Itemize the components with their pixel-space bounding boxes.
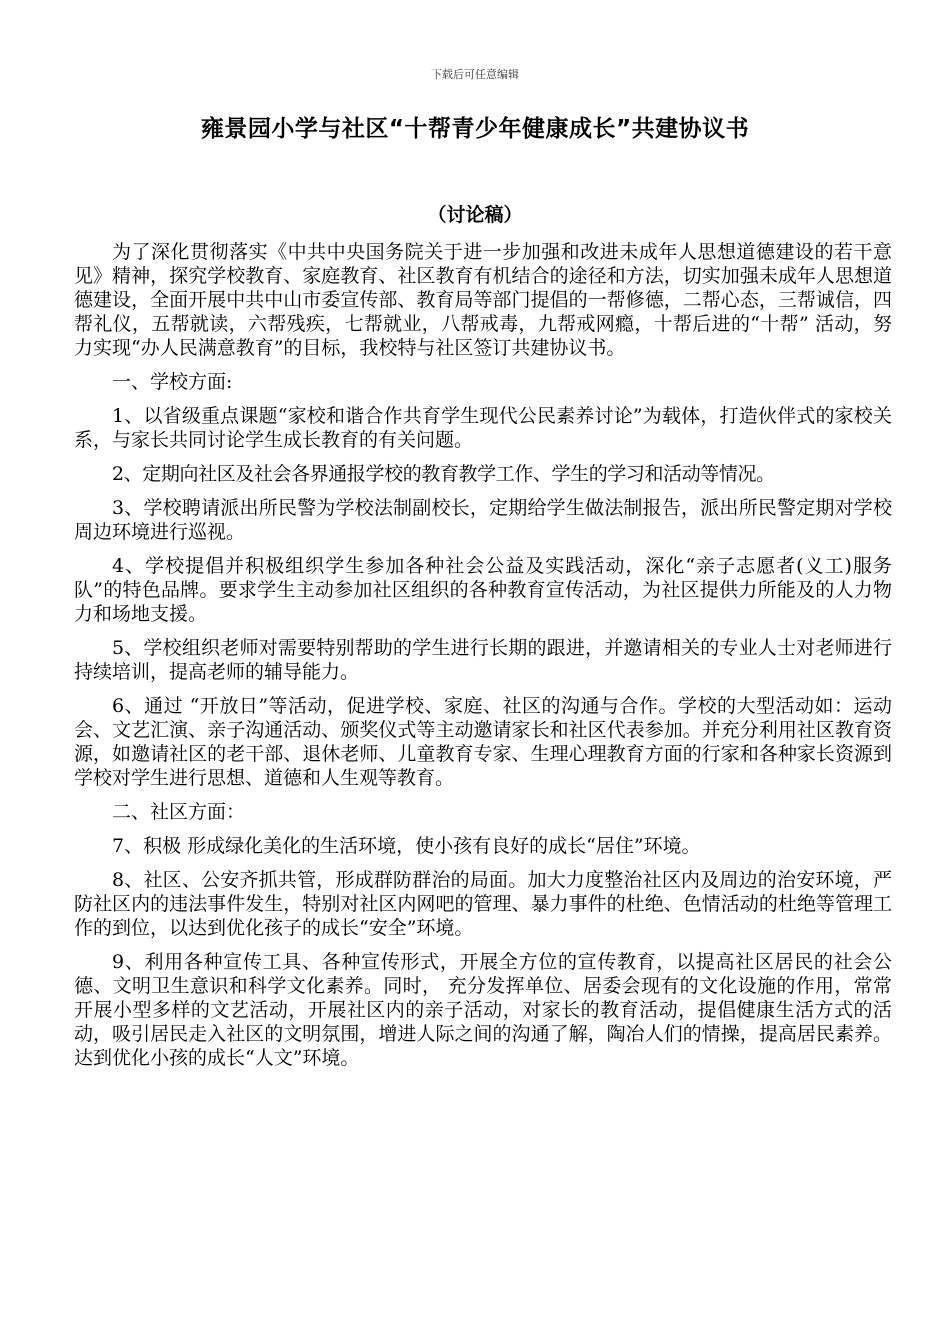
clause-2: 2、定期向社区及社会各界通报学校的教育教学工作、学生的学习和活动等情况。: [112, 463, 775, 485]
document-subtitle: （讨论稿）: [427, 204, 523, 226]
section-heading-community: 二、社区方面：: [112, 801, 246, 823]
clause-4: 4、学校提倡并积极组织学生参加各种社会公益及实践活动，深化“亲子志愿者(义工)服务队”的特色品牌。要求学生主动参加社区组织的各种教育宣传活动，为社区提供力所能及的人力物力和场地支援。: [74, 555, 892, 625]
clause-7: 7、积极 形成绿化美化的生活环境，使小孩有良好的成长“居住”环境。: [112, 835, 701, 857]
clause-8: 8、社区、公安齐抓共管，形成群防群治的局面。加大力度整治社区内及周边的治安环境，严防社区内的违法事件发生，特别对社区内网吧的管理、暴力事件的杜绝、色情活动的杜绝等管理工作的到位，以达到优化孩子的成长“安全”环境。: [74, 869, 892, 939]
section-heading-school: 一、学校方面:: [112, 371, 233, 393]
clause-6: 6、通过 “开放日”等活动，促进学校、家庭、社区的沟通与合作。学校的大型活动如：运动会、文艺汇演、亲子沟通活动、颁奖仪式等主动邀请家长和社区代表参加。并充分利用社区教育资源，如邀请社区的老干部、退休老师、儿童教育专家、生理心理教育方面的行家和各种家长资源到学校对学生进行思想、道德和人生观等教育。: [74, 695, 892, 789]
clause-5: 5、学校组织老师对需要特别帮助的学生进行长期的跟进，并邀请相关的专业人士对老师进行持续培训，提高老师的辅导能力。: [74, 637, 892, 683]
document-title: 雍景园小学与社区“十帮青少年健康成长”共建协议书: [200, 116, 750, 142]
download-note: 下载后可任意编辑: [431, 68, 519, 81]
clause-1: 1、以省级重点课题“家校和谐合作共育学生现代公民素养讨论”为载体，打造伙伴式的家校关系，与家长共同讨论学生成长教育的有关问题。: [74, 405, 892, 451]
clause-3: 3、学校聘请派出所民警为学校法制副校长，定期给学生做法制报告，派出所民警定期对学校周边环境进行巡视。: [74, 497, 892, 543]
clause-9: 9、利用各种宣传工具、各种宣传形式，开展全方位的宣传教育，以提高社区居民的社会公德、文明卫生意识和科学文化素养。同时， 充分发挥单位、居委会现有的文化设施的作用，常常开展小型多样的文艺活动，开展社区内的亲子活动，对家长的教育活动，提倡健康生活方式的活动，吸引居民走入社区的文明氛围，增进人际之间的沟通了解，陶冶人们的情操，提高居民素养。达到优化小孩的成长“人文”环境。: [74, 951, 892, 1069]
intro-paragraph: 为了深化贯彻落实《中共中央国务院关于进一步加强和改进未成年人思想道德建设的若干意见》精神，探究学校教育、家庭教育、社区教育有机结合的途径和方法，切实加强未成年人思想道德建设，全面开展中共中山市委宣传部、教育局等部门提倡的一帮修德，二帮心态，三帮诚信，四帮礼仪，五帮就读，六帮残疾，七帮就业，八帮戒毒，九帮戒网瘾，十帮后进的“十帮” 活动，努力实现“办人民满意教育”的目标，我校特与社区签订共建协议书。: [74, 241, 892, 359]
document-body: [74, 240, 892, 1080]
